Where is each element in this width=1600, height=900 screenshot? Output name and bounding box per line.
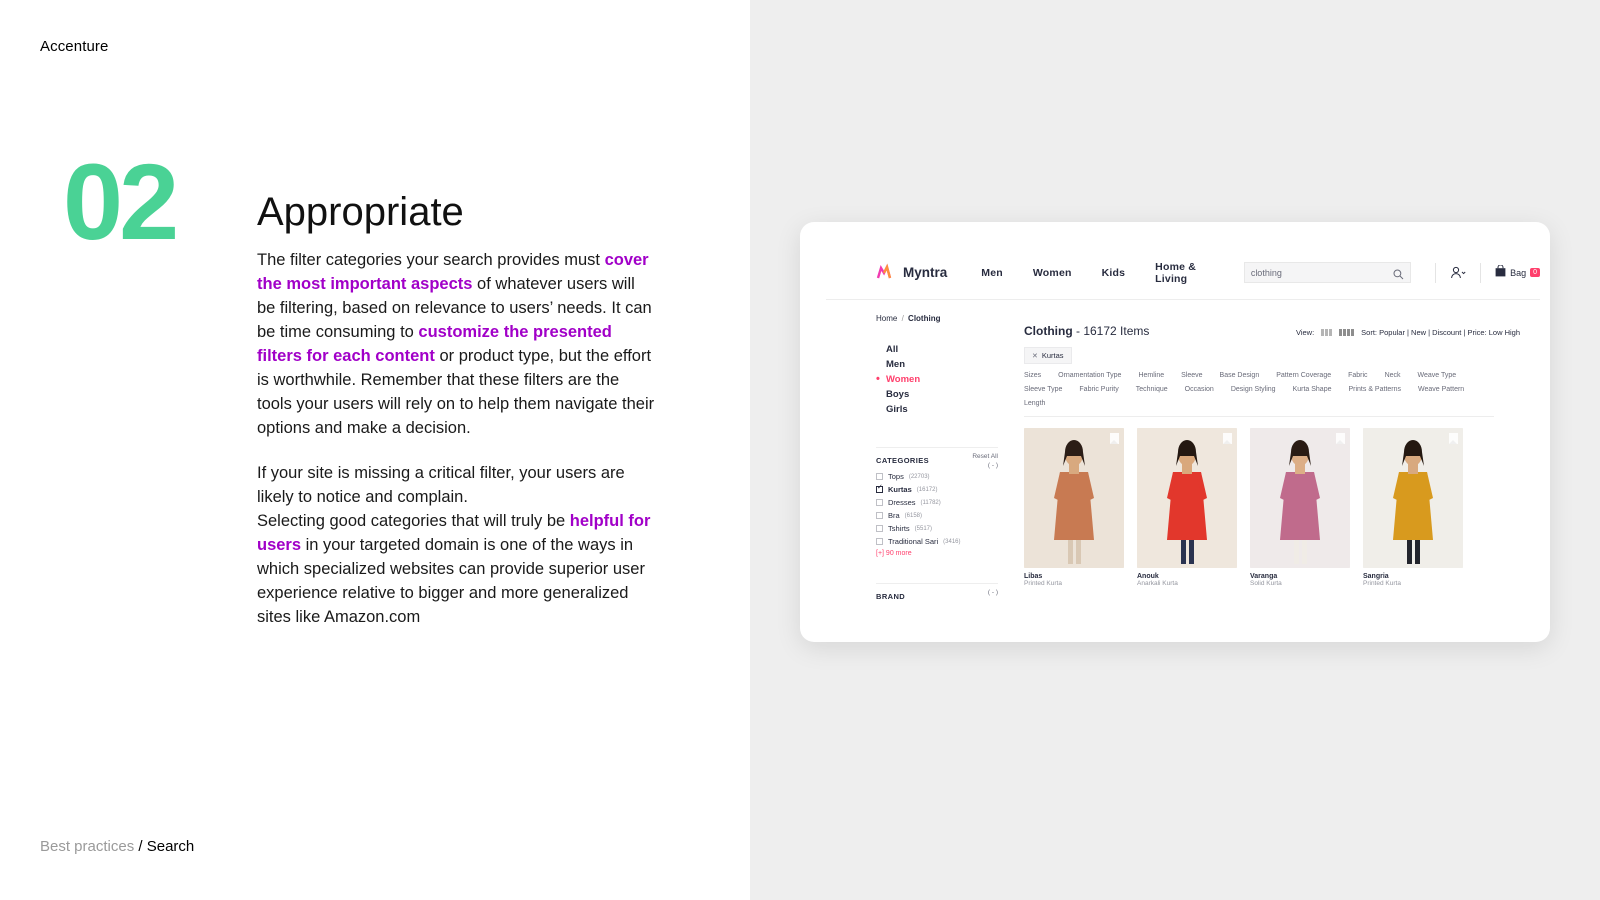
checkbox-icon[interactable] bbox=[876, 473, 883, 480]
body-text: in your targeted domain is one of the ways in which specialized websites can provide superior user experience relative to bigger and more generalized sites like Amazon.com bbox=[257, 536, 645, 626]
header-divider-2 bbox=[1480, 263, 1481, 283]
applied-filter-chip[interactable] bbox=[1024, 347, 1072, 364]
body-text: of whatever users will be filtering, based on relevance to users’ needs. It can be time consuming to bbox=[257, 275, 652, 341]
body-text: If your site is missing a critical filter, your users are likely to notice and complain. bbox=[257, 464, 625, 506]
category-filter-label: Kurtas bbox=[888, 485, 912, 494]
brand-facet bbox=[876, 583, 998, 601]
results-title-bold: Clothing bbox=[1024, 324, 1073, 338]
product-grid bbox=[1024, 428, 1520, 587]
view-label: View: bbox=[1295, 328, 1315, 337]
mock-inner bbox=[826, 246, 1540, 642]
profile-icon[interactable] bbox=[1450, 266, 1466, 280]
filter-tag[interactable]: Sleeve Type bbox=[1024, 386, 1063, 393]
page-title: Appropriate bbox=[257, 189, 464, 234]
highlight-text: cover the most important aspects bbox=[257, 251, 649, 293]
breadcrumb bbox=[876, 314, 940, 323]
breadcrumb-separator: / bbox=[901, 314, 904, 323]
search-icon[interactable] bbox=[1393, 267, 1404, 278]
body-text: or product type, but the effort is worthwhile. Remember that these filters are the tools your users will rely on to help them navigate their options and make a decision. bbox=[257, 347, 655, 437]
category-filter-label: Traditional Sari bbox=[888, 537, 939, 546]
checkbox-icon[interactable] bbox=[876, 499, 883, 506]
category-filter-row[interactable] bbox=[876, 485, 998, 494]
gender-category-item[interactable]: • Women bbox=[876, 372, 998, 387]
product-name: Solid Kurta bbox=[1250, 580, 1282, 587]
gender-category-item[interactable]: Girls bbox=[886, 404, 908, 415]
header-actions bbox=[1435, 263, 1540, 283]
reset-all-label: Reset All bbox=[972, 453, 998, 460]
footer-separator: / bbox=[138, 838, 143, 855]
filter-tag[interactable]: Design Styling bbox=[1230, 386, 1276, 393]
filter-tag[interactable]: Weave Type bbox=[1417, 372, 1457, 379]
brand-facet-title: BRAND bbox=[876, 592, 906, 601]
nav-item-men[interactable]: Men bbox=[981, 266, 1003, 279]
product-card[interactable] bbox=[1250, 428, 1350, 587]
wishlist-icon[interactable] bbox=[1449, 433, 1458, 444]
gender-category-list bbox=[876, 342, 998, 417]
header-divider bbox=[1435, 263, 1436, 283]
category-filter-row[interactable] bbox=[876, 472, 998, 481]
gender-category-item[interactable]: Men bbox=[886, 359, 905, 370]
product-card[interactable] bbox=[1024, 428, 1124, 587]
categories-facet bbox=[876, 447, 998, 557]
filter-tag[interactable]: Sizes bbox=[1024, 372, 1042, 379]
category-filter-label: Tshirts bbox=[888, 524, 910, 533]
product-image bbox=[1250, 428, 1350, 568]
body-copy bbox=[257, 248, 657, 650]
checkbox-icon[interactable] bbox=[876, 512, 883, 519]
view-grid-4-icon[interactable] bbox=[1339, 329, 1354, 336]
filter-tag[interactable]: Technique bbox=[1135, 386, 1168, 393]
filter-tag[interactable]: Fabric Purity bbox=[1079, 386, 1119, 393]
myntra-logo-text: Myntra bbox=[903, 265, 948, 280]
filter-tag[interactable]: Kurta Shape bbox=[1292, 386, 1332, 393]
breadcrumb-current: Clothing bbox=[908, 314, 941, 323]
body-text: Selecting good categories that will truly be bbox=[257, 512, 570, 530]
nav-item-home-living[interactable]: Home & Living bbox=[1155, 260, 1197, 285]
brand-reset-link[interactable]: ( - ) bbox=[987, 589, 998, 596]
filter-tag[interactable]: Length bbox=[1024, 400, 1046, 407]
category-filter-row[interactable] bbox=[876, 511, 998, 520]
applied-filter-label: Kurtas bbox=[1041, 351, 1064, 360]
category-filter-count: (3416) bbox=[943, 538, 961, 545]
body-text: The filter categories your search provides must bbox=[257, 251, 605, 269]
product-brand: Varanga bbox=[1250, 573, 1278, 580]
myntra-logo-icon bbox=[876, 263, 896, 283]
show-more-link[interactable]: [+] 90 more bbox=[876, 550, 912, 557]
wishlist-icon[interactable] bbox=[1110, 433, 1119, 444]
category-filter-count: (11782) bbox=[920, 499, 941, 506]
filter-tag[interactable]: Occasion bbox=[1184, 386, 1214, 393]
gender-category-item[interactable]: All bbox=[886, 344, 899, 355]
footer-section: Best practices bbox=[40, 838, 135, 855]
search-input-value: clothing bbox=[1250, 267, 1282, 278]
product-brand: Libas bbox=[1024, 573, 1043, 580]
filter-tag[interactable]: Ornamentation Type bbox=[1058, 372, 1122, 379]
results-title bbox=[1024, 324, 1149, 338]
product-image bbox=[1363, 428, 1463, 568]
myntra-nav bbox=[981, 261, 1218, 285]
wishlist-icon[interactable] bbox=[1223, 433, 1232, 444]
product-name: Printed Kurta bbox=[1024, 580, 1062, 587]
categories-facet-title: CATEGORIES bbox=[876, 456, 930, 465]
view-grid-3-icon[interactable] bbox=[1321, 329, 1332, 336]
product-image bbox=[1137, 428, 1237, 568]
screenshot-mock-card bbox=[800, 222, 1550, 642]
view-sort-controls bbox=[1296, 328, 1520, 337]
highlight-text: helpful for users bbox=[257, 512, 651, 554]
paragraph-2 bbox=[257, 461, 657, 629]
bag-label: Bag bbox=[1510, 267, 1527, 278]
product-name: Anarkali Kurta bbox=[1137, 580, 1178, 587]
wishlist-icon[interactable] bbox=[1336, 433, 1345, 444]
filter-tag[interactable]: Prints & Patterns bbox=[1348, 386, 1402, 393]
sort-options[interactable]: Sort: Popular | New | Discount | Price: Low High bbox=[1361, 328, 1520, 337]
highlight-text: customize the presented filters for each content bbox=[257, 323, 612, 365]
filter-tag[interactable]: Hemline bbox=[1138, 372, 1165, 379]
nav-item-women[interactable]: Women bbox=[1032, 266, 1072, 279]
category-filter-label: Bra bbox=[888, 511, 900, 520]
brand-label: Accenture bbox=[40, 38, 109, 55]
footer bbox=[40, 838, 194, 855]
category-filter-count: (5517) bbox=[914, 525, 933, 532]
bag-icon bbox=[1495, 264, 1506, 282]
product-card[interactable] bbox=[1363, 428, 1463, 587]
reset-all-link[interactable] bbox=[972, 452, 998, 470]
filter-sidebar bbox=[876, 320, 998, 601]
filter-tag[interactable]: Neck bbox=[1384, 372, 1401, 379]
results-title-count: - 16172 Items bbox=[1072, 324, 1150, 338]
bag-button[interactable] bbox=[1495, 264, 1540, 282]
reset-all-sub: ( - ) bbox=[987, 462, 998, 469]
nav-item-kids[interactable]: Kids bbox=[1101, 266, 1126, 279]
product-card[interactable] bbox=[1137, 428, 1237, 587]
myntra-logo[interactable] bbox=[876, 263, 947, 283]
filter-tag[interactable]: Weave Pattern bbox=[1418, 386, 1465, 393]
category-filter-row[interactable] bbox=[876, 498, 998, 507]
checkbox-icon[interactable] bbox=[876, 538, 883, 545]
category-filter-count: (16172) bbox=[916, 486, 938, 493]
gender-category-item[interactable]: Boys bbox=[886, 389, 910, 400]
filter-tag[interactable]: Base Design bbox=[1219, 372, 1260, 379]
filter-tag-list bbox=[1024, 372, 1494, 417]
myntra-header bbox=[826, 246, 1540, 300]
bag-count-badge: 0 bbox=[1530, 268, 1540, 277]
section-number: 02 bbox=[63, 141, 176, 262]
results-header bbox=[1024, 324, 1520, 338]
filter-tag[interactable]: Fabric bbox=[1348, 372, 1368, 379]
category-filter-count: (6158) bbox=[904, 512, 923, 519]
results-area bbox=[998, 320, 1540, 601]
checkbox-icon[interactable] bbox=[876, 486, 883, 493]
category-checkbox-list bbox=[876, 472, 998, 546]
checkbox-icon[interactable] bbox=[876, 525, 883, 532]
close-icon[interactable]: ✕ bbox=[1032, 352, 1038, 360]
footer-current: Search bbox=[146, 838, 195, 855]
breadcrumb-home[interactable]: Home bbox=[876, 314, 898, 323]
product-brand: Anouk bbox=[1137, 573, 1159, 580]
category-filter-label: Dresses bbox=[888, 498, 916, 507]
search-input[interactable] bbox=[1244, 262, 1411, 283]
filter-tag[interactable]: Pattern Coverage bbox=[1276, 372, 1332, 379]
category-filter-row[interactable] bbox=[876, 537, 998, 546]
myntra-body bbox=[826, 300, 1540, 601]
category-filter-label: Tops bbox=[888, 472, 904, 481]
product-brand: Sangria bbox=[1363, 573, 1389, 580]
category-filter-row[interactable] bbox=[876, 524, 998, 533]
category-filter-count: (22703) bbox=[908, 473, 930, 480]
filter-tag[interactable]: Sleeve bbox=[1181, 372, 1203, 379]
product-image bbox=[1024, 428, 1124, 568]
product-name: Printed Kurta bbox=[1363, 580, 1401, 587]
paragraph-1 bbox=[257, 248, 657, 440]
